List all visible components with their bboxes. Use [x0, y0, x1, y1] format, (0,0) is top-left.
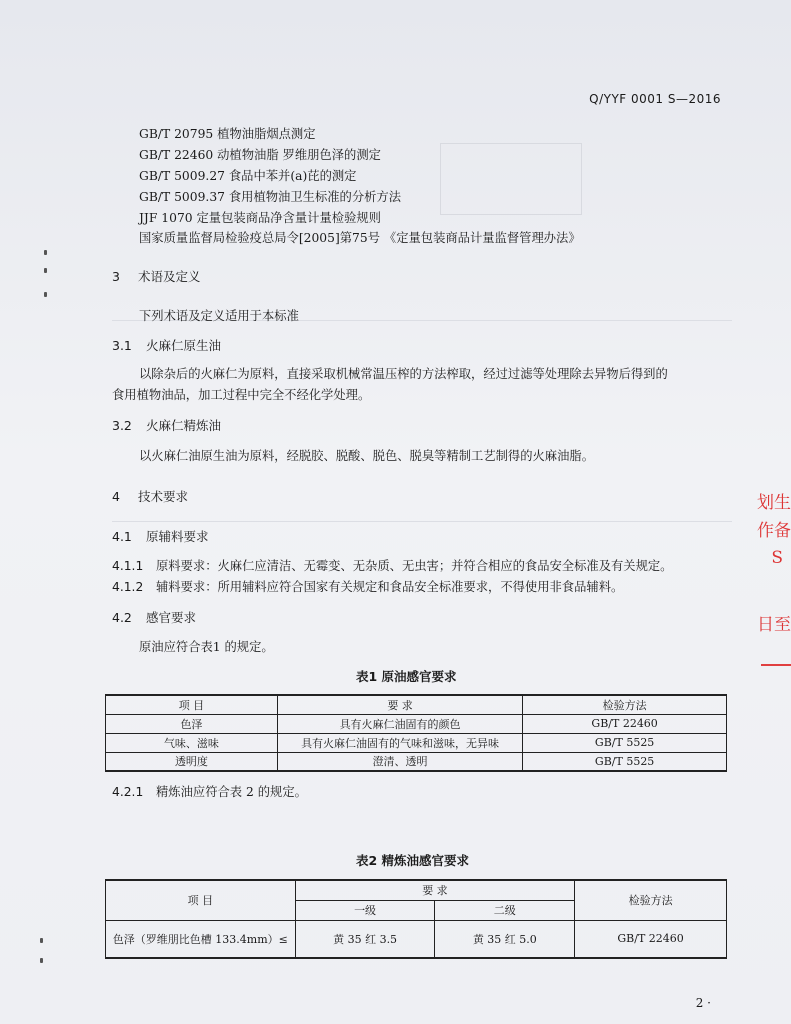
binding-mark	[44, 292, 47, 297]
table-cell: 黄 35 红 5.0	[435, 920, 575, 958]
section-title: 技术要求	[138, 489, 189, 504]
stamp-fragment: 作备	[757, 521, 791, 541]
table-cell: 色泽	[106, 714, 278, 733]
table-row	[106, 714, 727, 733]
table-cell: GB/T 5525	[523, 733, 727, 752]
stamp-fragment: 划生	[757, 493, 791, 513]
binding-mark	[44, 250, 47, 255]
table-header-cell: 项 目	[106, 880, 296, 920]
section-4-heading	[112, 487, 188, 505]
table-subheader-cell: 一级	[295, 900, 435, 920]
clause-4-2-1	[112, 782, 307, 800]
table-2	[105, 879, 727, 959]
section-number: 3.1	[112, 338, 132, 353]
section-4-2-intro: 原油应符合表1 的规定。	[139, 640, 274, 654]
binding-mark	[40, 938, 43, 943]
table-cell: 具有火麻仁油固有的气味和滋味，无异味	[277, 733, 522, 752]
stamp-fragment: 日至	[757, 615, 791, 635]
clause-number: 4.1.2	[112, 580, 144, 594]
section-number: 3.2	[112, 418, 132, 433]
section-number: 4	[112, 489, 120, 504]
section-4-1-heading	[112, 527, 209, 545]
table-cell: 黄 35 红 3.5	[295, 920, 435, 958]
table-cell: GB/T 22460	[575, 920, 727, 958]
table-cell: 气味、滋味	[106, 733, 278, 752]
reference-item: GB/T 22460 动植物油脂 罗维朋色泽的测定	[139, 148, 381, 162]
table-row	[106, 920, 727, 958]
section-title: 火麻仁精炼油	[146, 418, 222, 433]
definition-text: 食用植物油品，加工过程中完全不经化学处理。	[112, 388, 371, 402]
section-3-intro: 下列术语及定义适用于本标准	[139, 309, 299, 323]
table-header-cell: 项 目	[106, 695, 278, 714]
clause-text: 辅料要求：所用辅料应符合国家有关规定和食品安全标准要求，不得使用非食品辅料。	[156, 580, 624, 594]
table-1-caption: 表1 原油感官要求	[356, 669, 457, 684]
section-3-1-heading	[112, 336, 221, 354]
section-title: 火麻仁原生油	[146, 338, 222, 353]
table-cell: GB/T 5525	[523, 752, 727, 771]
section-4-2-heading	[112, 608, 196, 626]
table-header-cell: 检验方法	[523, 695, 727, 714]
section-number: 4.2	[112, 610, 132, 625]
section-title: 术语及定义	[138, 269, 201, 284]
section-number: 3	[112, 269, 120, 284]
reference-item: GB/T 5009.27 食品中苯并(a)芘的测定	[139, 169, 357, 183]
section-number: 4.1	[112, 529, 132, 544]
reference-item: GB/T 5009.37 食用植物油卫生标准的分析方法	[139, 190, 402, 204]
table-cell: 透明度	[106, 752, 278, 771]
clause-text: 精炼油应符合表 2 的规定。	[156, 785, 307, 799]
stamp-rule	[761, 664, 791, 666]
section-3-2-heading	[112, 416, 221, 434]
section-3-heading	[112, 267, 201, 285]
table-cell: GB/T 22460	[523, 714, 727, 733]
reference-item: JJF 1070 定量包装商品净含量计量检验规则	[139, 211, 381, 225]
table-subheader-cell: 二级	[435, 900, 575, 920]
table-2-caption: 表2 精炼油感官要求	[356, 853, 470, 868]
clause-number: 4.2.1	[112, 785, 144, 799]
table-row	[106, 733, 727, 752]
table-header-cell: 要 求	[295, 880, 574, 900]
reference-item: GB/T 20795 植物油脂烟点测定	[139, 127, 316, 141]
reference-item: 国家质量监督局检验疫总局令[2005]第75号 《定量包装商品计量监督管理办法》	[139, 231, 581, 245]
section-title: 原辅料要求	[146, 529, 209, 544]
binding-mark	[44, 268, 47, 273]
binding-mark	[40, 958, 43, 963]
section-title: 感官要求	[146, 610, 197, 625]
clause-4-1-2	[112, 577, 623, 595]
stamp-fragment: S	[771, 548, 783, 568]
standard-code: Q/YYF 0001 S—2016	[589, 92, 721, 106]
definition-text: 以除杂后的火麻仁为原料，直接采取机械常温压榨的方法榨取，经过过滤等处理除去异物后得到的	[139, 367, 668, 381]
clause-4-1-1	[112, 556, 672, 574]
clause-text: 原料要求：火麻仁应清洁、无霉变、无杂质、无虫害；并符合相应的食品安全标准及有关规定。	[156, 559, 673, 573]
table-1	[105, 694, 727, 772]
page-number: 2 ·	[695, 996, 711, 1010]
table-cell: 具有火麻仁油固有的颜色	[277, 714, 522, 733]
table-row	[106, 752, 727, 771]
definition-text: 以火麻仁油原生油为原料，经脱胶、脱酸、脱色、脱臭等精制工艺制得的火麻油脂。	[139, 449, 594, 463]
table-header-cell: 要 求	[277, 695, 522, 714]
table-cell: 澄清、透明	[277, 752, 522, 771]
table-cell: 色泽（罗维朋比色槽 133.4mm）≤	[106, 920, 296, 958]
clause-number: 4.1.1	[112, 559, 144, 573]
table-header-cell: 检验方法	[575, 880, 727, 920]
